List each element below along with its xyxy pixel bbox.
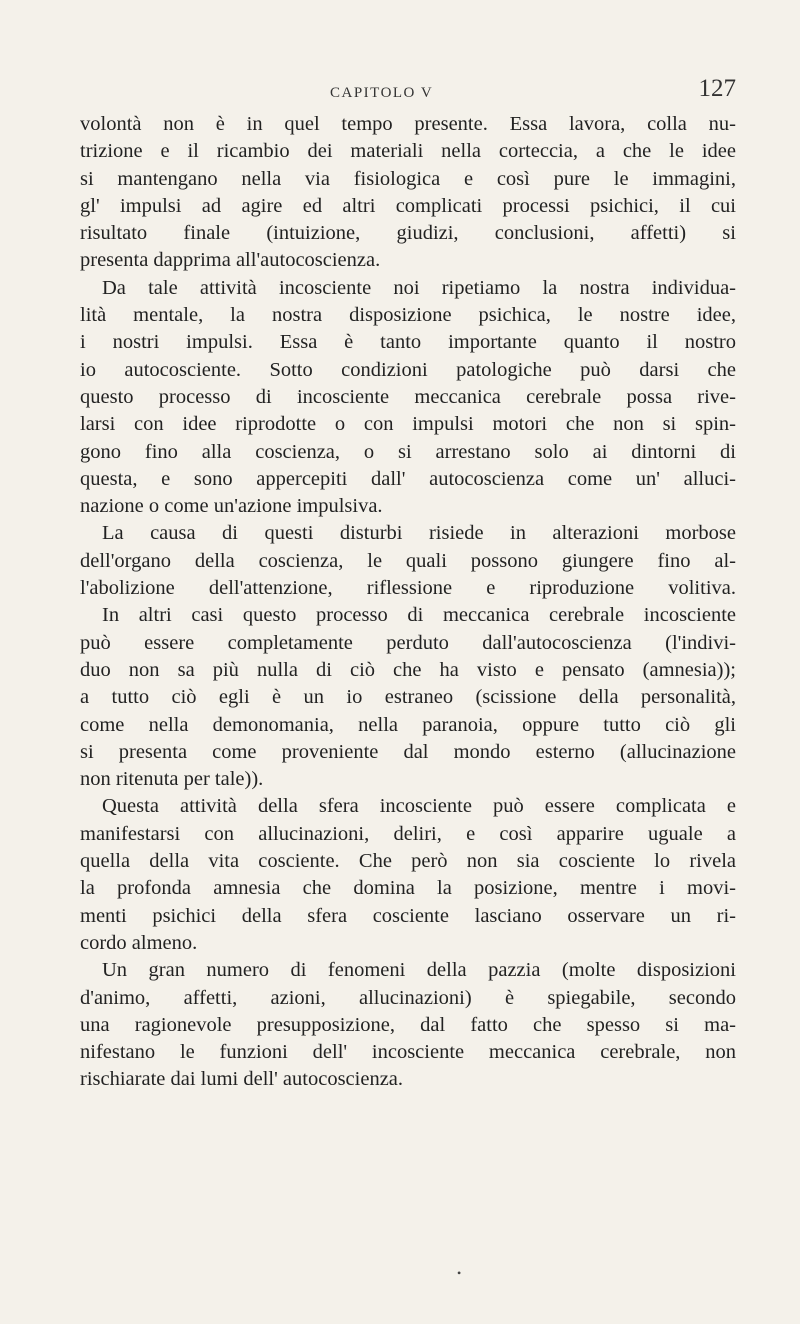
page-number: 127	[698, 75, 736, 102]
text-line: questa, e sono appercepiti dall' autocoscienza come un' alluci-	[80, 467, 736, 490]
text-line: cordo almeno.	[80, 931, 198, 954]
text-line: quella della vita cosciente. Che però non sia cosciente lo rivela	[80, 850, 736, 873]
text-line: una ragionevole presupposizione, dal fatto che spesso si ma-	[80, 1013, 736, 1036]
text-line: i nostri impulsi. Essa è tanto importante quanto il nostro	[80, 331, 736, 354]
text-line: dell'organo della coscienza, le quali possono giungere fino al-	[80, 549, 736, 572]
printer-mark: •	[457, 1266, 462, 1280]
text-line: gl' impulsi ad agire ed altri complicati processi psichici, il cui	[80, 194, 736, 217]
text-line: trizione e il ricambio dei materiali nella corteccia, a che le idee	[80, 140, 736, 163]
text-line: d'animo, affetti, azioni, allucinazioni) è spiegabile, secondo	[80, 986, 736, 1009]
text-line: manifestarsi con allucinazioni, deliri, e così apparire uguale a	[80, 822, 736, 845]
text-line: lità mentale, la nostra disposizione psichica, le nostre idee,	[80, 304, 736, 327]
text-line: La causa di questi disturbi risiede in alterazioni morbose	[102, 522, 736, 545]
text-line: risultato finale (intuizione, giudizi, conclusioni, affetti) si	[80, 222, 736, 245]
text-line: duo non sa più nulla di ciò che ha visto e pensato (amnesia));	[80, 658, 736, 681]
chapter-heading: CAPITOLO V	[330, 85, 434, 101]
text-line: volontà non è in quel tempo presente. Essa lavora, colla nu-	[80, 113, 736, 135]
text-line: non ritenuta per tale)).	[80, 768, 264, 791]
text-line: io autocosciente. Sotto condizioni patologiche può darsi che	[80, 358, 736, 381]
text-line: larsi con idee riprodotte o con impulsi motori che non si spin-	[80, 413, 736, 436]
body-text	[80, 111, 736, 1094]
text-line: rischiarate dai lumi dell' autocoscienza.	[80, 1068, 404, 1091]
text-line: nazione o come un'azione impulsiva.	[80, 495, 383, 518]
text-line: l'abolizione dell'attenzione, riflessione e riproduzione volitiva.	[80, 577, 736, 600]
text-line: come nella demonomania, nella paranoia, oppure tutto ciò gli	[80, 713, 736, 736]
text-line: questo processo di incosciente meccanica cerebrale possa rive-	[80, 385, 736, 408]
running-head	[80, 75, 736, 109]
text-line: si mantengano nella via fisiologica e così pure le immagini,	[80, 167, 736, 190]
text-line: gono fino alla coscienza, o si arrestano solo ai dintorni di	[80, 440, 736, 463]
text-line: Da tale attività incosciente noi ripetiamo la nostra individua-	[102, 276, 736, 299]
text-line: può essere completamente perduto dall'autocoscienza (l'indivi-	[80, 631, 736, 654]
text-line: Un gran numero di fenomeni della pazzia (molte disposizioni	[102, 959, 736, 982]
text-line: nifestano le funzioni dell' incosciente meccanica cerebrale, non	[80, 1041, 736, 1064]
text-line: Questa attività della sfera incosciente può essere complicata e	[102, 795, 736, 818]
text-line: la profonda amnesia che domina la posizione, mentre i movi-	[80, 877, 736, 900]
text-line: In altri casi questo processo di meccanica cerebrale incosciente	[102, 604, 736, 627]
text-line: si presenta come proveniente dal mondo esterno (allucinazione	[80, 740, 736, 763]
text-line: menti psichici della sfera cosciente lasciano osservare un ri-	[80, 904, 736, 927]
text-line: a tutto ciò egli è un io estraneo (scissione della personalità,	[80, 686, 736, 709]
text-line: presenta dapprima all'autocoscienza.	[80, 249, 381, 272]
